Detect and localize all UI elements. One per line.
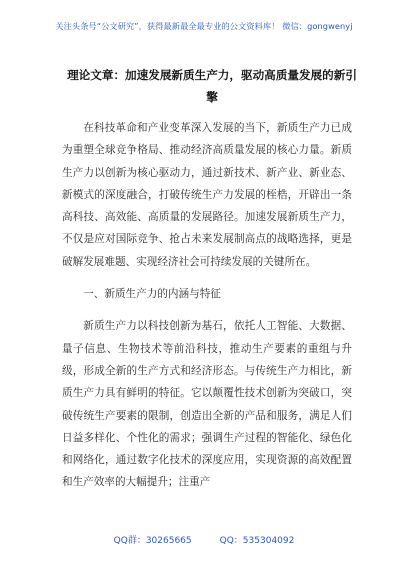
footer-qq-group: QQ群：30265665 bbox=[113, 536, 192, 546]
footer-contact bbox=[0, 533, 408, 546]
footer-qq: QQ：535304092 bbox=[219, 536, 295, 546]
section-heading-1: 一、新质生产力的内涵与特征 bbox=[83, 288, 221, 301]
document-body bbox=[62, 117, 352, 494]
intro-paragraph: 在科技革命和产业变革深入发展的当下，新质生产力已成为重塑全球竞争格局、推动经济高质量发展的核心力量。新质生产力以创新为核心驱动力，通过新技术、新产业、新业态、新模式的深度融合，打破传统生产力发展的桎梏，开辟出一条高科技、高效能、高质量的发展路径。加速发展新质生产力，不仅是应对国际竞争、抢占未来发展制高点的战略选择，更是破解发展难题、实现经济社会可持续发展的关键所在。 bbox=[62, 122, 352, 268]
document-title: 理论文章：加速发展新质生产力，驱动高质量发展的新引擎 bbox=[67, 68, 357, 104]
header-promo-note: 关注头条号“公文研究”，获得最新最全最专业的公文资料库！ 微信：gongwenyj bbox=[55, 21, 353, 31]
section-1-paragraph: 新质生产力以科技创新为基石，依托人工智能、大数据、量子信息、生物技术等前沿科技，推动生产要素的重组与升级，形成全新的生产方式和经济形态。与传统生产力相比，新质生产力具有鲜明的特征。它以颠覆性技术创新为突破口，突破传统生产要素的限制，创造出全新的产品和服务，满足人们日益多样化、个性化的需求；强调生产过程的智能化、绿色化和网络化，通过数字化技术的深度应用，实现资源的高效配置和生产效率的大幅提升；注重产 bbox=[62, 320, 352, 489]
